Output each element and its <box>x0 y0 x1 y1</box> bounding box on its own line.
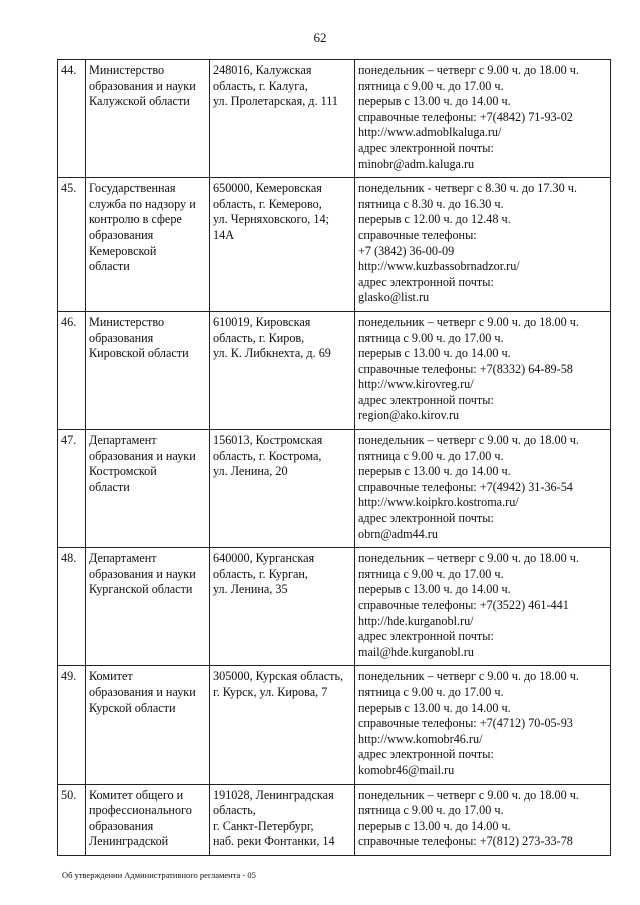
agency-name-line: Министерство <box>89 63 165 77</box>
contact-info-line: пятница с 9.00 ч. до 17.00 ч. <box>358 684 504 699</box>
agency-name-cell <box>86 666 210 784</box>
agency-name-line: Ленинградской <box>89 834 169 849</box>
contact-info-cell <box>355 548 611 666</box>
contact-info-cell <box>355 178 611 312</box>
contact-info-line: перерыв с 12.00 ч. до 12.48 ч. <box>358 212 511 227</box>
table-row <box>58 430 611 548</box>
contact-info-cell <box>355 666 611 784</box>
footer-document-title: Об утверждении Административного регламента - 05 <box>62 870 256 880</box>
agency-name-line: области <box>89 259 130 274</box>
address-line: 610019, Кировская <box>213 314 311 329</box>
row-number: 45. <box>58 178 86 312</box>
address-line: ул. Ленина, 20 <box>213 464 288 479</box>
row-number: 48. <box>58 548 86 666</box>
contact-info-line: +7 (3842) 36-00-09 <box>358 243 455 258</box>
address-line: наб. реки Фонтанки, 14 <box>213 834 335 849</box>
address-line: г. Курск, ул. Кирова, 7 <box>213 684 328 699</box>
contact-info-line: справочные телефоны: <box>358 227 477 242</box>
contact-info-line: понедельник – четверг с 9.00 ч. до 18.00 ч. <box>358 551 579 566</box>
agency-name-line: образования и науки <box>89 78 196 93</box>
agency-name-line: профессионального <box>89 803 192 818</box>
contact-info-line: понедельник – четверг с 9.00 ч. до 18.00 ч. <box>358 63 579 77</box>
contact-info-line: region@ako.kirov.ru <box>358 408 460 423</box>
contact-info-line: понедельник - четверг с 8.30 ч. до 17.30 ч. <box>358 181 577 196</box>
address-line: 305000, Курская область, <box>213 669 344 684</box>
agency-name-cell <box>86 784 210 855</box>
agency-name-line: Курганской области <box>89 582 193 597</box>
contact-info-line: komobr46@mail.ru <box>358 762 455 777</box>
agency-name-cell <box>86 60 210 178</box>
address-cell <box>210 784 355 855</box>
contact-info-line: адрес электронной почты: <box>358 140 494 155</box>
row-number: 47. <box>58 430 86 548</box>
contact-info-line: mail@hde.kurganobl.ru <box>358 644 474 659</box>
table-row <box>58 666 611 784</box>
table-row <box>58 60 611 178</box>
agency-name-cell <box>86 311 210 429</box>
agency-name-line: Государственная <box>89 181 176 196</box>
row-number: 44. <box>58 60 86 178</box>
address-cell <box>210 666 355 784</box>
contact-info-line: справочные телефоны: +7(812) 273-33-78 <box>358 834 573 849</box>
contact-info-line: адрес электронной почты: <box>358 629 494 644</box>
contact-info-line: obrn@adm44.ru <box>358 526 438 541</box>
agency-name-line: контролю в сфере <box>89 212 182 227</box>
contact-info-line: http://www.admoblkaluga.ru/ <box>358 125 502 140</box>
page-number: 62 <box>313 30 327 45</box>
table-row <box>58 784 611 855</box>
contact-info-cell <box>355 311 611 429</box>
contact-info-line: справочные телефоны: +7(4942) 31-36-54 <box>358 479 573 494</box>
contact-info-line: справочные телефоны: +7(4712) 70-05-93 <box>358 716 573 731</box>
contact-info-line: пятница с 9.00 ч. до 17.00 ч. <box>358 448 504 463</box>
contact-info-cell <box>355 430 611 548</box>
contact-info-line: http://www.kuzbassobrnadzor.ru/ <box>358 259 520 274</box>
contact-info-line: http://hde.kurganobl.ru/ <box>358 613 474 628</box>
row-number: 49. <box>58 666 86 784</box>
contact-info-line: пятница с 8.30 ч. до 16.30 ч. <box>358 196 504 211</box>
row-number: 46. <box>58 311 86 429</box>
contact-info-line: http://www.koipkro.kostroma.ru/ <box>358 495 519 510</box>
contact-info-line: адрес электронной почты: <box>358 747 494 762</box>
contact-info-line: адрес электронной почты: <box>358 392 494 407</box>
agency-name-line: Департамент <box>89 551 157 566</box>
contact-info-line: glasko@list.ru <box>358 290 430 305</box>
agency-name-line: Комитет <box>89 669 133 684</box>
contact-info-line: перерыв с 13.00 ч. до 14.00 ч. <box>358 582 511 597</box>
contact-info-line: пятница с 9.00 ч. до 17.00 ч. <box>358 566 504 581</box>
address-cell <box>210 548 355 666</box>
address-line: ул. Черняховского, 14; <box>213 212 329 227</box>
agency-name-cell <box>86 548 210 666</box>
agency-name-line: Министерство <box>89 314 165 329</box>
agency-name-line: образования <box>89 227 154 242</box>
contact-info-line: понедельник – четверг с 9.00 ч. до 18.00 ч. <box>358 787 579 802</box>
address-line: область, г. Кострома, <box>213 448 322 463</box>
address-line: область, г. Калуга, <box>213 78 308 93</box>
contact-info-cell <box>355 60 611 178</box>
address-line: область, г. Кемерово, <box>213 196 322 211</box>
row-number: 50. <box>58 784 86 855</box>
contact-info-line: понедельник – четверг с 9.00 ч. до 18.00 ч. <box>358 433 579 448</box>
address-line: 156013, Костромская <box>213 433 323 448</box>
address-line: 640000, Курганская <box>213 551 315 566</box>
address-cell <box>210 430 355 548</box>
address-line: область, <box>213 803 256 818</box>
agencies-table <box>57 59 611 856</box>
address-line: область, г. Курган, <box>213 566 308 581</box>
agency-name-line: Кировской области <box>89 346 189 361</box>
address-line: ул. Пролетарская, д. 111 <box>213 94 338 109</box>
agency-name-line: образования <box>89 818 154 833</box>
address-cell <box>210 178 355 312</box>
address-line: г. Санкт-Петербург, <box>213 818 314 833</box>
contact-info-cell <box>355 784 611 855</box>
contact-info-line: понедельник – четверг с 9.00 ч. до 18.00 ч. <box>358 669 579 684</box>
agency-name-line: образования и науки <box>89 448 196 463</box>
address-line: область, г. Киров, <box>213 330 305 345</box>
contact-info-line: перерыв с 13.00 ч. до 14.00 ч. <box>358 94 511 109</box>
address-line: 248016, Калужская <box>213 63 312 77</box>
agency-name-line: Кемеровской <box>89 243 157 258</box>
agency-name-line: Комитет общего и <box>89 787 184 802</box>
contact-info-line: http://www.komobr46.ru/ <box>358 731 483 746</box>
agencies-table-body <box>58 60 611 856</box>
address-cell <box>210 311 355 429</box>
agency-name-line: Департамент <box>89 433 157 448</box>
agency-name-line: образования <box>89 330 154 345</box>
table-row <box>58 548 611 666</box>
agency-name-line: Костромской <box>89 464 157 479</box>
agency-name-cell <box>86 430 210 548</box>
contact-info-line: справочные телефоны: +7(8332) 64-89-58 <box>358 361 573 376</box>
address-line: ул. К. Либкнехта, д. 69 <box>213 346 331 361</box>
address-cell <box>210 60 355 178</box>
contact-info-line: перерыв с 13.00 ч. до 14.00 ч. <box>358 464 511 479</box>
contact-info-line: справочные телефоны: +7(3522) 461-441 <box>358 598 569 612</box>
address-line: 14А <box>213 227 234 242</box>
contact-info-line: адрес электронной почты: <box>358 511 494 526</box>
contact-info-line: понедельник – четверг с 9.00 ч. до 18.00 ч. <box>358 314 579 329</box>
contact-info-line: пятница с 9.00 ч. до 17.00 ч. <box>358 330 504 345</box>
agency-name-line: образования и науки <box>89 684 196 699</box>
agency-name-line: Калужской области <box>89 94 190 109</box>
table-row <box>58 178 611 312</box>
agency-name-line: образования и науки <box>89 566 196 581</box>
table-row <box>58 311 611 429</box>
contact-info-line: адрес электронной почты: <box>358 274 494 289</box>
contact-info-line: перерыв с 13.00 ч. до 14.00 ч. <box>358 346 511 361</box>
address-line: 191028, Ленинградская <box>213 787 334 802</box>
contact-info-line: перерыв с 13.00 ч. до 14.00 ч. <box>358 818 511 833</box>
agency-name-line: Курской области <box>89 700 176 715</box>
contact-info-line: http://www.kirovreg.ru/ <box>358 377 474 392</box>
agency-name-line: служба по надзору и <box>89 196 196 211</box>
agency-name-line: области <box>89 479 130 494</box>
contact-info-line: справочные телефоны: +7(4842) 71-93-02 <box>358 109 573 124</box>
address-line: 650000, Кемеровская <box>213 181 322 196</box>
address-line: ул. Ленина, 35 <box>213 582 288 597</box>
contact-info-line: перерыв с 13.00 ч. до 14.00 ч. <box>358 700 511 715</box>
contact-info-line: пятница с 9.00 ч. до 17.00 ч. <box>358 803 504 818</box>
agency-name-cell <box>86 178 210 312</box>
contact-info-line: пятница с 9.00 ч. до 17.00 ч. <box>358 78 504 93</box>
contact-info-line: minobr@adm.kaluga.ru <box>358 156 475 171</box>
